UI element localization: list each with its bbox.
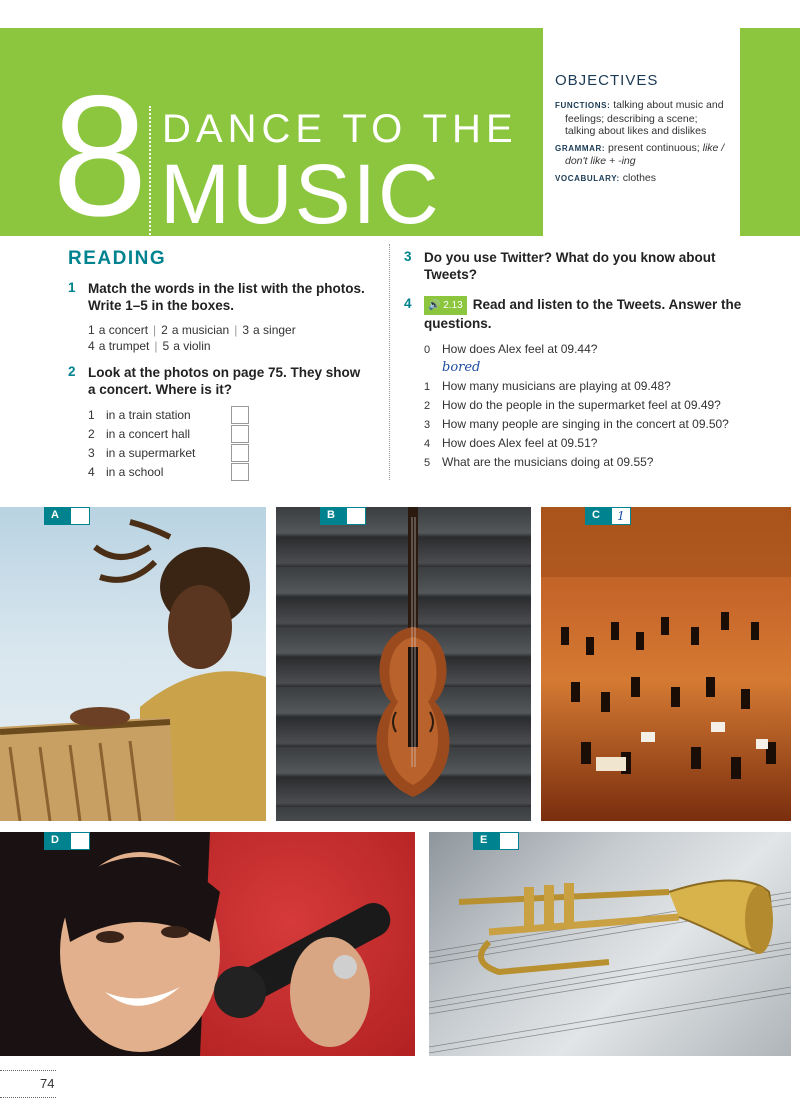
page-number-rule-top — [0, 1070, 56, 1071]
objectives-heading: OBJECTIVES — [555, 72, 659, 89]
list-item — [88, 465, 368, 484]
option-number: 4 — [88, 465, 95, 479]
answer-box[interactable] — [231, 463, 249, 481]
word-list: 1 a concert | 2 a musician | 3 a singer 4 a trumpet | 5 a violin — [88, 323, 296, 353]
question-text: How do the people in the supermarket feel at 09.49? — [442, 398, 721, 412]
question-text: What are the musicians doing at 09.55? — [442, 455, 654, 469]
title-divider — [149, 106, 151, 238]
photo-label — [44, 832, 90, 850]
exercise-instruction: Do you use Twitter? What do you know about Tweets? — [424, 250, 716, 282]
word-item: a trumpet — [98, 339, 150, 353]
word-number: 4 — [88, 339, 95, 353]
word-number: 2 — [161, 323, 168, 337]
option-number: 3 — [88, 446, 95, 460]
exercise-instruction-wrap — [424, 296, 744, 332]
trumpet-illustration — [429, 832, 791, 1056]
objectives-grammar — [555, 142, 728, 168]
audio-track-button[interactable] — [424, 296, 467, 315]
unit-title-line1: DANCE TO THE — [162, 107, 518, 151]
photo-answer-box[interactable] — [70, 507, 90, 525]
photo-letter: A — [44, 507, 70, 525]
list-item — [424, 396, 744, 415]
question-text: How many musicians are playing at 09.48? — [442, 379, 671, 393]
violin-illustration — [276, 507, 531, 821]
exercise-number: 1 — [68, 280, 76, 295]
functions-text: talking about music and feelings; describing a scene; talking about likes and dislikes — [565, 99, 724, 137]
unit-number: 8 — [52, 60, 148, 252]
exercise-number: 4 — [404, 296, 412, 311]
option-text: in a concert hall — [106, 427, 191, 441]
photo-answer-box[interactable] — [346, 507, 366, 525]
section-title-reading: READING — [68, 248, 167, 269]
orchestra-illustration — [541, 507, 791, 821]
word-number: 1 — [88, 323, 95, 337]
exercise-number: 3 — [404, 249, 412, 264]
option-number: 1 — [88, 408, 95, 422]
answer-box[interactable] — [231, 444, 249, 462]
photo-d-singer — [0, 832, 415, 1056]
question-number: 4 — [424, 438, 431, 450]
page-number: 74 — [40, 1076, 55, 1091]
exercise-number: 2 — [68, 364, 76, 379]
exercise-3 — [404, 249, 734, 283]
list-item — [424, 434, 744, 453]
photo-answer-box[interactable] — [499, 832, 519, 850]
photo-letter: D — [44, 832, 70, 850]
exercise-instruction: Look at the photos on page 75. They show a concert. Where is it? — [88, 365, 361, 397]
audio-track-number: 2.13 — [443, 300, 463, 311]
column-divider — [389, 244, 390, 480]
list-item — [424, 377, 744, 396]
objectives-functions — [555, 99, 728, 138]
unit-title-line2: MUSIC — [160, 147, 441, 241]
exercise-1 — [68, 280, 368, 354]
option-text: in a train station — [106, 408, 191, 422]
option-text: in a supermarket — [106, 446, 196, 460]
example-answer: bored — [442, 360, 481, 375]
question-text: How does Alex feel at 09.51? — [442, 436, 598, 450]
photo-letter: B — [320, 507, 346, 525]
list-item — [424, 453, 744, 472]
objectives-vocabulary — [555, 172, 728, 186]
grammar-label: GRAMMAR: — [555, 143, 606, 153]
exercise-instruction: Read and listen to the Tweets. Answer the questions. — [424, 297, 742, 331]
word-number: 3 — [242, 323, 250, 337]
photo-b-violin — [276, 507, 531, 821]
word-item: a musician — [171, 323, 230, 337]
photo-letter: C — [585, 507, 611, 525]
photo-label — [44, 507, 90, 525]
word-item: a concert — [98, 323, 149, 337]
answer-box[interactable] — [231, 425, 249, 443]
photo-a-drummer — [0, 507, 266, 821]
speaker-icon: 🔊 — [428, 300, 441, 311]
photo-label — [320, 507, 366, 525]
objectives-panel — [543, 28, 740, 236]
photo-c-orchestra — [541, 507, 791, 821]
photo-letter: E — [473, 832, 499, 850]
word-item: a violin — [173, 339, 211, 353]
list-item — [88, 446, 368, 465]
list-item — [88, 427, 368, 446]
grammar-text: present continuous; — [608, 141, 700, 154]
question-number: 1 — [424, 381, 431, 393]
page-number-rule-bottom — [0, 1097, 56, 1098]
functions-label: FUNCTIONS: — [555, 101, 611, 110]
vocabulary-label: VOCABULARY: — [555, 173, 620, 183]
question-list — [424, 340, 744, 472]
word-number: 5 — [162, 339, 170, 353]
list-item — [88, 408, 368, 427]
drummer-illustration — [0, 507, 266, 821]
word-item: a singer — [253, 323, 296, 337]
question-text: How does Alex feel at 09.44? — [442, 342, 598, 356]
option-text: in a school — [106, 465, 164, 479]
answer-box[interactable] — [231, 406, 249, 424]
exercise-4 — [404, 296, 744, 472]
photo-e-trumpet — [429, 832, 791, 1056]
exercise-2 — [68, 364, 368, 484]
photo-label — [585, 507, 631, 525]
question-text: How many people are singing in the concert at 09.50? — [442, 417, 729, 431]
question-number: 0 — [424, 344, 431, 356]
list-item — [424, 340, 744, 359]
list-item — [424, 415, 744, 434]
photo-label — [473, 832, 519, 850]
vocabulary-text: clothes — [622, 171, 657, 184]
exercise-instruction: Match the words in the list with the photos. Write 1–5 in the boxes. — [88, 281, 365, 313]
photo-answer-box[interactable]: 1 — [611, 507, 631, 525]
question-number: 5 — [424, 457, 431, 469]
option-number: 2 — [88, 427, 95, 441]
grammar-text-2: like / don't like + -ing — [565, 141, 725, 167]
question-number: 3 — [424, 419, 431, 431]
option-list — [88, 408, 368, 484]
question-number: 2 — [424, 400, 431, 412]
photo-answer-box[interactable] — [70, 832, 90, 850]
singer-illustration — [0, 832, 415, 1056]
